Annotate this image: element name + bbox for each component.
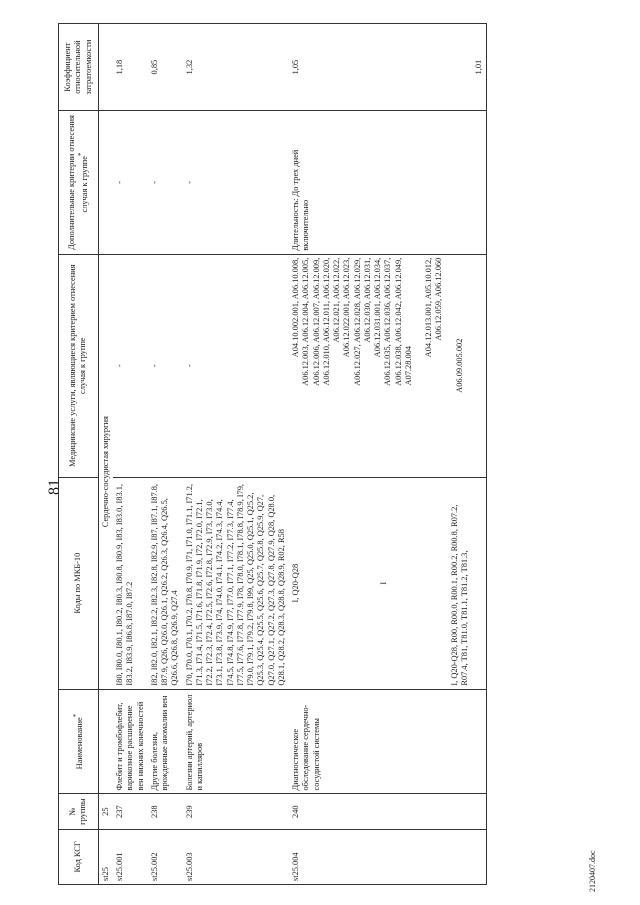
service-code: A06.12.038, A06.12.042, A06.12.049,	[393, 257, 403, 386]
header-icd: Коды по МКБ-10	[59, 477, 99, 689]
group-name: Другие болезни, врожденные аномалии вен	[148, 689, 183, 794]
ksg-code: st25.002	[148, 829, 183, 884]
service-code: A06.09.005.002	[454, 338, 464, 393]
table-row	[148, 24, 183, 885]
header-code: Код КСГ	[59, 829, 99, 884]
profile-group-no: 25	[98, 794, 113, 829]
ksg-code	[472, 829, 487, 884]
service-code: A04.12.013.001, A05.10.012,	[424, 257, 433, 358]
service-code: A06.12.035, A06.12.036, A06.12.037,	[383, 257, 393, 386]
group-name: Диагностическое обследование сердечно-сосудистой системы	[289, 689, 472, 794]
ksg-code: st25.003	[183, 829, 290, 884]
icd-line: I, Q20-Q28, R00, R00.0, R00.1, R00.2, R00.8, R07.2, R07.4, T81, T81.0, T81.1, T81.2, T81.3,	[449, 504, 469, 686]
table-row	[472, 24, 487, 885]
document-filename: 2120407.doc	[588, 850, 597, 892]
group-number: 237	[113, 794, 148, 829]
group-number: 239	[183, 794, 290, 829]
table-row	[113, 24, 148, 885]
services	[472, 254, 487, 477]
icd-codes: I82, I82.0, I82.1, I82.2, I82.3, I82.8, I82.9, I87, I87.1, I87.8, I87.9, Q26, Q26.0, Q26.1, Q26.2, Q26.3, Q26.4, Q26.5, Q26.6, Q26.8, Q26.9, Q27.4	[148, 477, 183, 689]
service-code: A06.12.006, A06.12.007, A06.12.009,	[311, 257, 321, 386]
group-name	[472, 689, 487, 794]
page-number: 81	[46, 479, 63, 495]
table-row	[289, 24, 472, 885]
header-services: Медицинские услуги, являющиеся критерием отнесения случая к группе	[59, 254, 99, 477]
icd-line: I	[379, 581, 389, 585]
group-number: 238	[148, 794, 183, 829]
group-number: 240	[289, 794, 472, 829]
criteria: -	[148, 111, 183, 255]
services	[289, 254, 472, 477]
service-code: A06.12.059, A06.12.060	[434, 257, 444, 341]
icd-codes	[289, 477, 472, 689]
profile-title: Сердечно-сосудистая хирургия	[98, 254, 113, 689]
criteria: -	[183, 111, 290, 255]
group-number	[472, 794, 487, 829]
icd-codes: I70, I70.0, I70.1, I70.2, I70.8, I70.9, I71, I71.0, I71.1, I71.2, I71.3, I71.4, I71.5, I71.6, I71.8, I71.9, I72, I72.0, I72.1, I72.2, I72.3, I72.4, I72.5, I72.6, I72.8, I72.9, I73, I73.0, I73.1, I73.8, I73.9, I74, I74.0, I74.1, I74.2, I74.3, I74.4, I74.5, I74.8, I74.9, I77, I77.0, I77.1, I77.2, I77.3, I77.4, I77.5, I77.6, I77.8, I77.9, I78, I78.0, I78.1, I78.8, I78.9, I79, I79.0, I79.1, I79.2, I79.8, I99, Q25, Q25.0, Q25.1, Q25.2, Q25.3, Q25.4, Q25.5, Q25.6, Q25.7, Q25.8, Q25.9, Q27, Q27.0, Q27.1, Q27.2, Q27.3, Q27.8, Q27.9, Q28, Q28.0, Q28.1, Q28.2, Q28.3, Q28.8, Q28.9, R02, R58	[183, 477, 290, 689]
ksg-code: st25.001	[113, 829, 148, 884]
services: -	[183, 254, 290, 477]
coefficient: 1,05	[289, 24, 472, 111]
services: -	[148, 254, 183, 477]
header-group-no: № группы	[59, 794, 99, 829]
header-coef: Коэффициент относительной затратоемкости	[59, 24, 99, 111]
icd-codes: I80, I80.0, I80.1, I80.2, I80.3, I80.8, I80.9, I83, I83.0, I83.1, I83.2, I83.9, I86.8, I87.0, I87.2	[113, 477, 148, 689]
coefficient: 0,85	[148, 24, 183, 111]
service-code: A04.10.002.001, A06.10.008,	[291, 257, 300, 358]
service-code: A06.12.003, A06.12.004, A06.12.005,	[301, 257, 311, 386]
services: -	[113, 254, 148, 477]
group-name: Болезни артерий, артериол и капилляров	[183, 689, 290, 794]
criteria: -	[113, 111, 148, 255]
coefficient: 1,18	[113, 24, 148, 111]
criteria	[472, 111, 487, 255]
service-code: A06.12.021, A06.12.022,	[332, 257, 341, 343]
coefficient: 1,32	[183, 24, 290, 111]
service-code: A06.12.022.001, A06.12.023,	[342, 257, 352, 358]
ksg-table	[58, 23, 487, 885]
header-name: Наименование*	[59, 689, 99, 794]
profile-row	[98, 24, 113, 885]
service-code: A06.12.030, A06.12.031,	[362, 257, 372, 343]
service-code: A07.28.004	[403, 345, 413, 386]
header-criteria: Дополнительные критерии отнесения случая к группе*	[59, 111, 99, 255]
header-row	[59, 24, 99, 885]
icd-line: I, Q20-Q28	[291, 563, 300, 603]
service-code: A06.12.031.001, A06.12.034,	[373, 257, 382, 358]
criteria: Длительность: До трех дней включительно	[289, 111, 472, 255]
group-name: Флебит и тромбофлебит, варикозное расширение вен нижних конечностей	[113, 689, 148, 794]
table-row	[183, 24, 290, 885]
service-code: A06.12.027, A06.12.028, A06.12.029,	[352, 257, 362, 386]
profile-code: st25	[98, 829, 113, 884]
ksg-code: st25.004	[289, 829, 472, 884]
coefficient: 1,01	[472, 24, 487, 111]
service-code: A06.12.010, A06.12.011, A06.12.020,	[321, 257, 331, 386]
